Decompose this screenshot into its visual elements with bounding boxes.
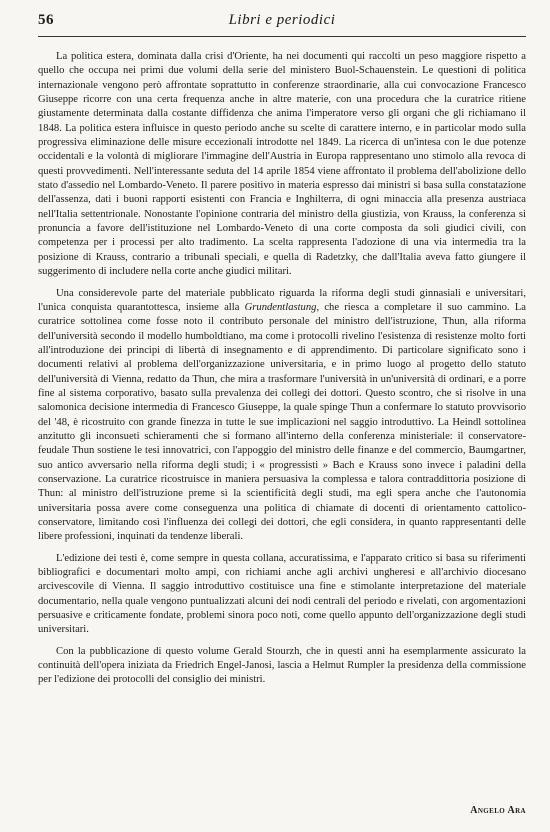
author-signature: Angelo Ara — [470, 805, 526, 816]
page-header — [38, 12, 526, 34]
paragraph-2: Una considerevole parte del materiale pubblicato riguarda la riforma degli studi ginnasiali e universitari, l'unica conquista quarantottesca, insieme alla Grundentlastung, che riesca a completare il suo cammino. La curatrice sottolinea come fosse noto il contributo personale del ministro dell'istruzione, Thun, alla riforma dell'università secondo il modello humboldtiano, ma come i protocolli rivelino l'esistenza di resistenze molto forti all'introduzione dei principi di libertà di insegnamento e di apprendimento. Di particolare significato sono i documenti relativi al problema dell'organizzazione universitaria, e in primo luogo al progetto dello statuto dell'università di Vienna, redatto da Thun, che mira a trasformare l'università in un'università di ordinari, e a porre fine al sistema corporativo, basato sulla prevalenza dei collegi dei dottori. Questo scontro, che si risolve in una salomonica decisione intermedia di Francesco Giuseppe, la quale spinge Thun a confermare lo statuto provvisorio del '48, è ricostruito con grande finezza in tutte le sue implicazioni nel saggio introduttivo. La Heindl sottolinea anzitutto gli inconsueti schieramenti che si formano all'interno della conferenza ministeriale: il conservatore-feudale Thun sostiene le tesi innovatrici, con l'appoggio del ministro delle finanze e del commercio, Baumgartner, suo antico avversario nella riforma degli studi; i « progressisti » Bach e Krauss sono invece i paladini della conservazione. La curatrice ricostruisce in maniera persuasiva la complessa e talora contraddittoria posizione di Thun: al ministro dell'istruzione preme sì la scientificità degli studi, ma egli spera anche che l'autonomia universitaria possa avere come conseguenza una politica di chiamate di docenti di orientamento cattolico-conservatore, limitando così l'influenza dei collegi dei dottori, che egli considera, in quanto rappresentanti delle libere professioni, inquinati da tendenze liberali. — [38, 287, 526, 543]
page-number: 56 — [38, 12, 54, 28]
article-body — [38, 50, 526, 688]
emphasis-term: Grundentlastung — [244, 301, 317, 313]
paragraph-1: La politica estera, dominata dalla crisi d'Oriente, ha nei documenti qui raccolti un peso maggiore rispetto a quello che occupa nei primi due volumi della serie del ministero Buol-Schauenstein. Le questioni di politica internazionale vengono però affrontate soprattutto in conferenze straordinarie, alla cui convocazione Francesco Giuseppe ricorre con una certa frequenza anche in altre materie, con una procedura che la curatrice ritiene giustamente determinata dalla costante diffidenza che anima l'imperatore verso gli organi che gli richiamano il 1848. La politica estera influisce in questo periodo anche su scelte di carattere interno, e in particolar modo sulla progressiva eliminazione delle misure eccezionali introdotte nel 1849. La ricerca di un'intesa con le due potenze occidentali e la volontà di migliorare l'immagine dell'Austria in Europa rappresentano uno stimolo alla revoca di questi provvedimenti. Nell'interessante seduta del 14 aprile 1854 viene affrontato il problema dell'abolizione dello stato d'assedio nel Lombardo-Veneto. Il parere positivo in materia espresso dai ministri si basa sulla constatazione dell'assenza, dati i buoni rapporti esistenti con Francia e Inghilterra, di ogni minaccia alla presenza austriaca nell'Italia settentrionale. Nonostante l'opinione contraria del ministro della giustizia, von Krauss, la conferenza si pronuncia a favore dell'istituzione nel Lombardo-Veneto di una corte composta da soli giudici civili, con competenza per i processi per alto tradimento. La scelta rappresenta l'adozione di una via intermedia tra la posizione di Krauss, contrario a tribunali speciali, e quella di Radetzky, che dall'Italia aveva fatto giungere il suggerimento di includere nella corte anche giudici militari. — [38, 51, 526, 278]
paragraph-4: Con la pubblicazione di questo volume Gerald Stourzh, che in questi anni ha esemplarmente assicurato la continuità dell'opera iniziata da Friedrich Engel-Janosi, lascia a Helmut Rumpler la presidenza della commissione per l'edizione dei protocolli del consiglio dei ministri. — [38, 645, 526, 686]
paragraph-3: L'edizione dei testi è, come sempre in questa collana, accuratissima, e l'apparato critico si basa su riferimenti bibliografici e documentari molto ampi, con richiami anche agli archivi ungheresi e all'archivio diocesano arcivescovile di Vienna. Il saggio introduttivo costituisce una fine e stimolante interpretazione del materiale documentario, nella quale vengono puntualizzati alcuni dei nodi centrali del periodo e rivelati, con argomentazioni persuasive e criticamente fondate, problemi sinora poco noti, come quello appunto dell'organizzazione degli studi universitari. — [38, 552, 526, 636]
header-rule — [38, 36, 526, 37]
running-head: Libri e periodici — [228, 12, 336, 28]
